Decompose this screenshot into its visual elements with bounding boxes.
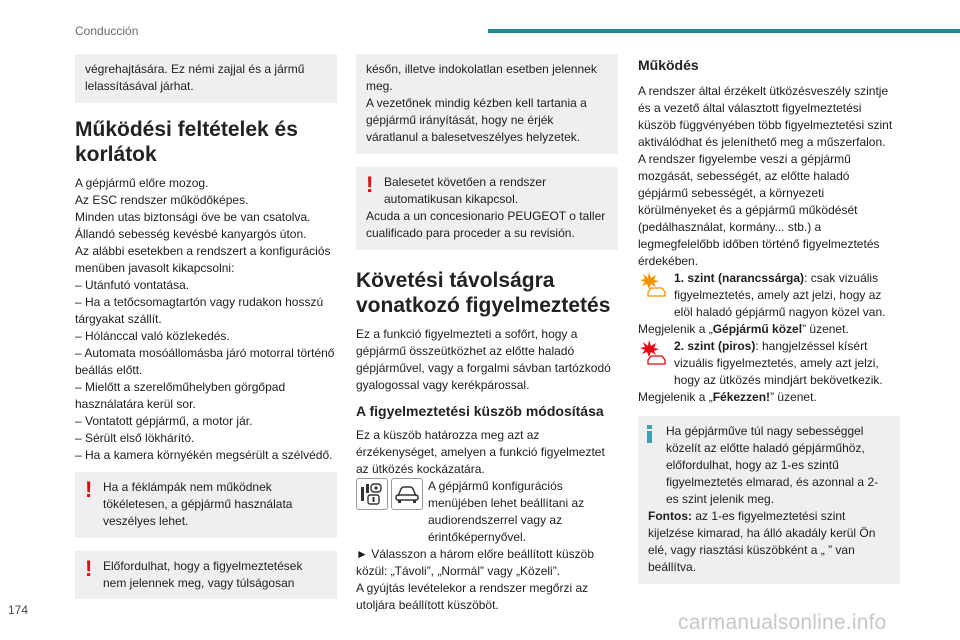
conditions-line: Minden utas biztonsági öve be van csatolva.	[75, 210, 311, 224]
level-1-message-text: Gépjármű közel	[712, 322, 803, 336]
conditions-list	[75, 175, 337, 464]
conditions-line: – Automata mosóállomásba járó motorral történő beállás előtt.	[75, 346, 335, 377]
running-header: Conducción	[75, 24, 139, 38]
page-number: 174	[8, 603, 29, 617]
section-heading-conditions: Működési feltételek és korlátok	[75, 118, 298, 166]
conditions-line: Az ESC rendszer működőképes.	[75, 193, 249, 207]
warning-exclamation-icon: !	[366, 172, 374, 197]
info-note	[648, 508, 890, 576]
subheading-threshold: A figyelmeztetési küszöb módosítása	[356, 403, 604, 419]
level-1-desc: : csak vizuális figyelmeztetés, amely azt jelzi, hogy az elöl haladó gépjármű nagyon közel van.	[674, 271, 886, 319]
continued-warning-box	[356, 54, 618, 154]
config-icon-row	[356, 478, 618, 546]
level-1-message-post: ” üzenet.	[802, 322, 849, 336]
warning-text: Ha a féklámpák nem működnek tökéletesen, a gépjármű használata veszélyes lehet.	[103, 480, 293, 528]
section-heading-distance-alert: Követési távolságra vonatkozó figyelmeztetés	[356, 269, 611, 317]
continued-note-text: végrehajtására. Ez némi zajjal és a jármű lelassításával járhat.	[85, 62, 305, 93]
conditions-line: – Sérült első lökhárító.	[75, 431, 195, 445]
car-icon	[391, 478, 423, 510]
watermark: carmanualsonline.info	[678, 611, 887, 634]
conditions-line: – Hólánccal való közlekedés.	[75, 329, 230, 343]
level-2-label: 2. szint (piros)	[674, 339, 756, 353]
conditions-line: – Ha a kamera környékén megsérült a szélvédő.	[75, 448, 333, 462]
warning-text: Acuda a un concesionario PEUGEOT o taller cualificado para proceder a su revisión.	[366, 209, 606, 240]
operation-paragraph: A rendszer figyelembe veszi a gépjármű mozgását, sebességét, az előtte haladó gépjármű sebességét, a környezeti körülményeket és a gépjármű működését (pedálhasználat, kormány... stb.) a legmegfelelőbb időben történő figyelmeztetés érdekében.	[638, 152, 880, 268]
warning-exclamation-icon: !	[85, 477, 93, 502]
level-1-text	[674, 270, 900, 321]
level-1-row	[638, 270, 900, 321]
header-accent-bar	[488, 29, 960, 33]
conditions-line: – Vontatott gépjármű, a motor jár.	[75, 414, 253, 428]
conditions-line: A gépjármű előre mozog.	[75, 176, 209, 190]
level-2-message	[638, 389, 900, 406]
level-1-message	[638, 321, 900, 338]
info-box	[638, 416, 900, 584]
threshold-choice: ► Válasszon a három előre beállított küszöb közül: „Távoli”, „Normál” vagy „Közeli”.	[356, 547, 595, 578]
collision-alert-red-icon	[638, 338, 668, 366]
conditions-line: – Mielőtt a szerelőműhelyben görgőpad használatára kerül sor.	[75, 380, 286, 411]
info-icon	[647, 425, 652, 443]
threshold-paragraph: Ez a küszöb határozza meg azt az érzékenységet, amelyen a funkció figyelmeztet az ütközés kockázatára.	[356, 428, 605, 476]
level-1-label: 1. szint (narancssárga)	[674, 271, 805, 285]
conditions-line: Állandó sebesség kevésbé kanyargós úton.	[75, 227, 307, 241]
level-2-text	[674, 338, 900, 389]
level-2-message-post: ” üzenet.	[770, 390, 817, 404]
column-1	[75, 54, 337, 599]
column-2	[356, 54, 618, 614]
operation-paragraph: A rendszer által érzékelt ütközésveszély szintje és a vezető által választott figyelmeztetési küszöb függvényében több figyelmeztetési szint aktiválódhat és jeleníthető meg a műszerfalon.	[638, 84, 893, 149]
level-2-desc: : hangjelzéssel kísért vizuális figyelmeztetés, amely azt jelzi, hogy az ütközés mindjárt bekövetkezik.	[674, 339, 883, 387]
warning-box-brake-lights	[75, 472, 337, 538]
info-note-label: Fontos:	[648, 509, 692, 523]
level-2-row	[638, 338, 900, 389]
warning-text: Előfordulhat, hogy a figyelmeztetések nem jelennek meg, vagy túlságosan	[103, 559, 303, 590]
settings-menu-icon	[356, 478, 388, 510]
config-icon-text: A gépjármű konfigurációs menüjében lehet beállítani az audiorendszerrel vagy az érintőképernyővel.	[428, 479, 585, 544]
conditions-line: – Utánfutó vontatása.	[75, 278, 190, 292]
continued-note-box	[75, 54, 337, 103]
level-2-message-text: Fékezzen!	[712, 390, 771, 404]
column-3	[638, 54, 900, 584]
warning-box-alerts	[75, 551, 337, 599]
level-1-message-pre: Megjelenik a „	[638, 322, 713, 336]
info-text: Ha gépjárműve túl nagy sebességgel közelít az előtte haladó gépjárműhöz, előfordulhat, hogy az 1-es szintű figyelmeztetés elmarad, és azonnal a 2-es szint jelenik meg.	[666, 424, 879, 506]
continued-warning-text: későn, illetve indokolatlan esetben jelennek meg. A vezetőnek mindig kézben kell tartania a gépjármű irányítását, hogy ne érjék váratlanul a balesetveszélyes helyzetek.	[366, 62, 597, 144]
warning-text: Balesetet követően a rendszer automatikusan kikapcsol.	[384, 175, 547, 206]
conditions-line: – Ha a tetőcsomagtartón vagy rudakon hosszú tárgyakat szállít.	[75, 295, 324, 326]
warning-box-accident	[356, 167, 618, 250]
info-note-text: az 1-es figyelmeztetési szint kijelzése kimarad, ha álló akadály kerül Ön elé, vagy riasztási küszöbként a „ ” van beállítva.	[648, 509, 876, 574]
conditions-line: Az alábbi esetekben a rendszert a konfigurációs menüben javasolt kikapcsolni:	[75, 244, 331, 275]
collision-alert-orange-icon	[638, 270, 668, 298]
level-2-message-pre: Megjelenik a „	[638, 390, 713, 404]
intro-paragraph: Ez a funkció figyelmezteti a sofőrt, hogy a gépjármű összeütközhet az előtte haladó gépjárművel, vagy a forgalmi sávban tartózkodó gyalogossal vagy kerékpárossal.	[356, 327, 611, 392]
threshold-memory: A gyújtás levételekor a rendszer megőrzi az utoljára beállított küszöböt.	[356, 581, 589, 612]
subheading-operation: Működés	[638, 57, 699, 73]
warning-exclamation-icon: !	[85, 556, 93, 581]
